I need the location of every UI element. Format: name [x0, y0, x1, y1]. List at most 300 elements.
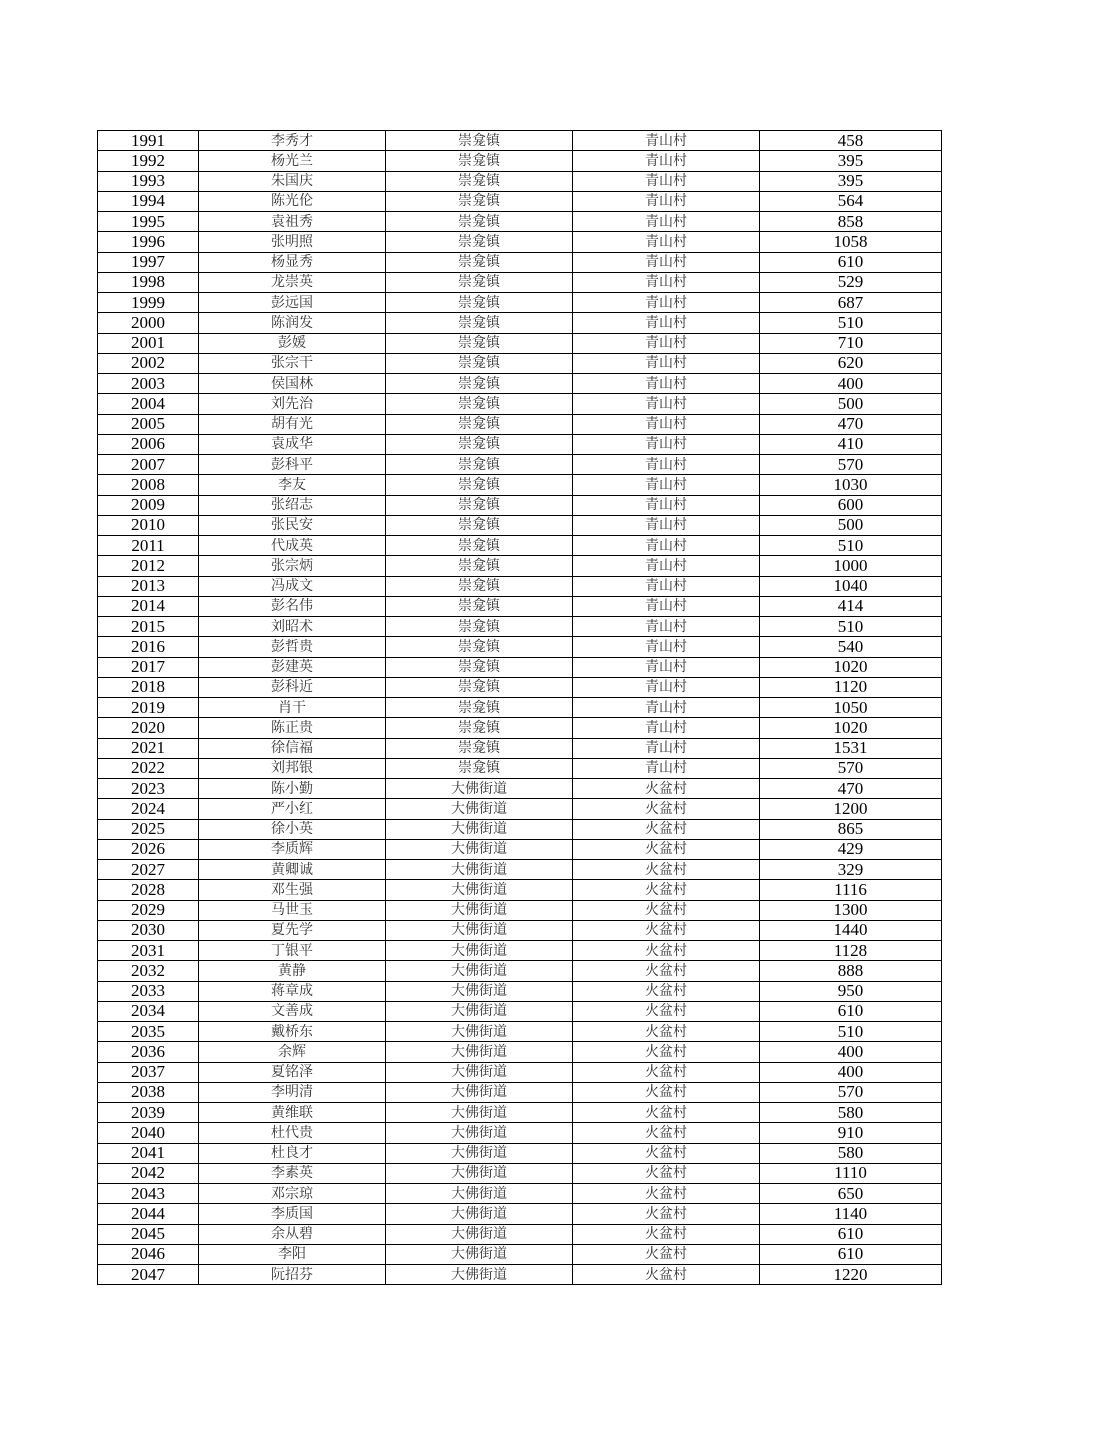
town-cell: 大佛街道	[386, 819, 573, 839]
amount-cell: 470	[760, 414, 942, 434]
town-cell: 崇龛镇	[386, 556, 573, 576]
name-cell: 邓宗琼	[199, 1184, 386, 1204]
town-cell: 大佛街道	[386, 981, 573, 1001]
village-cell: 火盆村	[573, 779, 760, 799]
name-cell: 蒋章成	[199, 981, 386, 1001]
town-cell: 崇龛镇	[386, 353, 573, 373]
name-cell: 丁银平	[199, 941, 386, 961]
amount-cell: 687	[760, 293, 942, 313]
town-cell: 崇龛镇	[386, 293, 573, 313]
village-cell: 火盆村	[573, 1224, 760, 1244]
name-cell: 冯成文	[199, 576, 386, 596]
village-cell: 青山村	[573, 637, 760, 657]
town-cell: 崇龛镇	[386, 637, 573, 657]
amount-cell: 580	[760, 1103, 942, 1123]
table-row	[98, 799, 942, 819]
row-number-cell: 2043	[98, 1184, 199, 1204]
table-row	[98, 434, 942, 454]
village-cell: 火盆村	[573, 1163, 760, 1183]
row-number-cell: 2041	[98, 1143, 199, 1163]
table-row	[98, 981, 942, 1001]
name-cell: 胡有光	[199, 414, 386, 434]
village-cell: 青山村	[573, 293, 760, 313]
row-number-cell: 2039	[98, 1103, 199, 1123]
name-cell: 袁成华	[199, 434, 386, 454]
row-number-cell: 2019	[98, 698, 199, 718]
village-cell: 青山村	[573, 657, 760, 677]
name-cell: 杜良才	[199, 1143, 386, 1163]
name-cell: 彭哲贵	[199, 637, 386, 657]
village-cell: 火盆村	[573, 920, 760, 940]
table-row	[98, 1062, 942, 1082]
town-cell: 大佛街道	[386, 1163, 573, 1183]
row-number-cell: 1998	[98, 272, 199, 292]
name-cell: 李友	[199, 475, 386, 495]
town-cell: 崇龛镇	[386, 617, 573, 637]
village-cell: 火盆村	[573, 1001, 760, 1021]
amount-cell: 395	[760, 151, 942, 171]
row-number-cell: 2005	[98, 414, 199, 434]
amount-cell: 610	[760, 252, 942, 272]
table-row	[98, 191, 942, 211]
town-cell: 大佛街道	[386, 920, 573, 940]
row-number-cell: 1995	[98, 212, 199, 232]
town-cell: 大佛街道	[386, 1123, 573, 1143]
amount-cell: 1058	[760, 232, 942, 252]
row-number-cell: 2013	[98, 576, 199, 596]
village-cell: 青山村	[573, 698, 760, 718]
town-cell: 崇龛镇	[386, 394, 573, 414]
row-number-cell: 2032	[98, 961, 199, 981]
name-cell: 张明照	[199, 232, 386, 252]
name-cell: 肖干	[199, 698, 386, 718]
table-row	[98, 718, 942, 738]
name-cell: 黄卿诚	[199, 860, 386, 880]
amount-cell: 710	[760, 333, 942, 353]
row-number-cell: 1992	[98, 151, 199, 171]
town-cell: 崇龛镇	[386, 738, 573, 758]
row-number-cell: 2023	[98, 779, 199, 799]
amount-cell: 620	[760, 353, 942, 373]
table-row	[98, 900, 942, 920]
name-cell: 袁祖秀	[199, 212, 386, 232]
table-row	[98, 374, 942, 394]
village-cell: 火盆村	[573, 880, 760, 900]
name-cell: 朱国庆	[199, 171, 386, 191]
town-cell: 崇龛镇	[386, 131, 573, 151]
amount-cell: 529	[760, 272, 942, 292]
table-row	[98, 941, 942, 961]
town-cell: 崇龛镇	[386, 515, 573, 535]
table-row	[98, 475, 942, 495]
village-cell: 火盆村	[573, 1042, 760, 1062]
row-number-cell: 2002	[98, 353, 199, 373]
name-cell: 杨光兰	[199, 151, 386, 171]
name-cell: 彭媛	[199, 333, 386, 353]
table-row	[98, 171, 942, 191]
name-cell: 代成英	[199, 536, 386, 556]
row-number-cell: 2026	[98, 839, 199, 859]
table-row	[98, 758, 942, 778]
table-row	[98, 515, 942, 535]
amount-cell: 1116	[760, 880, 942, 900]
village-cell: 火盆村	[573, 1265, 760, 1285]
row-number-cell: 2014	[98, 596, 199, 616]
table-row	[98, 617, 942, 637]
table-row	[98, 212, 942, 232]
town-cell: 大佛街道	[386, 1082, 573, 1102]
village-cell: 火盆村	[573, 1143, 760, 1163]
name-cell: 李秀才	[199, 131, 386, 151]
town-cell: 崇龛镇	[386, 414, 573, 434]
name-cell: 刘邦银	[199, 758, 386, 778]
name-cell: 阮招芬	[199, 1265, 386, 1285]
amount-cell: 1050	[760, 698, 942, 718]
name-cell: 陈正贵	[199, 718, 386, 738]
table-row	[98, 1204, 942, 1224]
table-row	[98, 698, 942, 718]
town-cell: 大佛街道	[386, 1022, 573, 1042]
town-cell: 崇龛镇	[386, 191, 573, 211]
row-number-cell: 2009	[98, 495, 199, 515]
amount-cell: 400	[760, 374, 942, 394]
name-cell: 夏先学	[199, 920, 386, 940]
name-cell: 张民安	[199, 515, 386, 535]
row-number-cell: 2047	[98, 1265, 199, 1285]
town-cell: 大佛街道	[386, 941, 573, 961]
table-row	[98, 151, 942, 171]
town-cell: 崇龛镇	[386, 758, 573, 778]
name-cell: 陈润发	[199, 313, 386, 333]
village-cell: 青山村	[573, 313, 760, 333]
table-row	[98, 860, 942, 880]
name-cell: 余从碧	[199, 1224, 386, 1244]
table-row	[98, 1265, 942, 1285]
name-cell: 杜代贵	[199, 1123, 386, 1143]
town-cell: 崇龛镇	[386, 434, 573, 454]
amount-cell: 510	[760, 536, 942, 556]
table-row	[98, 1184, 942, 1204]
village-cell: 青山村	[573, 434, 760, 454]
town-cell: 崇龛镇	[386, 151, 573, 171]
town-cell: 大佛街道	[386, 900, 573, 920]
village-cell: 火盆村	[573, 1244, 760, 1264]
name-cell: 戴桥东	[199, 1022, 386, 1042]
town-cell: 崇龛镇	[386, 272, 573, 292]
town-cell: 崇龛镇	[386, 252, 573, 272]
village-cell: 火盆村	[573, 1082, 760, 1102]
row-number-cell: 2022	[98, 758, 199, 778]
table-row	[98, 495, 942, 515]
name-cell: 杨显秀	[199, 252, 386, 272]
town-cell: 大佛街道	[386, 1143, 573, 1163]
table-row	[98, 779, 942, 799]
name-cell: 邓生强	[199, 880, 386, 900]
town-cell: 大佛街道	[386, 880, 573, 900]
town-cell: 大佛街道	[386, 1001, 573, 1021]
row-number-cell: 2045	[98, 1224, 199, 1244]
town-cell: 崇龛镇	[386, 232, 573, 252]
row-number-cell: 2001	[98, 333, 199, 353]
amount-cell: 950	[760, 981, 942, 1001]
table-row	[98, 414, 942, 434]
town-cell: 崇龛镇	[386, 576, 573, 596]
name-cell: 黄维联	[199, 1103, 386, 1123]
name-cell: 徐小英	[199, 819, 386, 839]
table-row	[98, 1143, 942, 1163]
row-number-cell: 2011	[98, 536, 199, 556]
name-cell: 文善成	[199, 1001, 386, 1021]
row-number-cell: 2035	[98, 1022, 199, 1042]
town-cell: 大佛街道	[386, 799, 573, 819]
village-cell: 青山村	[573, 475, 760, 495]
row-number-cell: 2008	[98, 475, 199, 495]
name-cell: 张宗炳	[199, 556, 386, 576]
row-number-cell: 1997	[98, 252, 199, 272]
amount-cell: 1531	[760, 738, 942, 758]
amount-cell: 470	[760, 779, 942, 799]
amount-cell: 510	[760, 1022, 942, 1042]
amount-cell: 1030	[760, 475, 942, 495]
village-cell: 青山村	[573, 191, 760, 211]
amount-cell: 650	[760, 1184, 942, 1204]
village-cell: 青山村	[573, 536, 760, 556]
town-cell: 大佛街道	[386, 1204, 573, 1224]
amount-cell: 1020	[760, 718, 942, 738]
row-number-cell: 2016	[98, 637, 199, 657]
table-row	[98, 353, 942, 373]
name-cell: 彭名伟	[199, 596, 386, 616]
amount-cell: 600	[760, 495, 942, 515]
table-row	[98, 657, 942, 677]
name-cell: 彭科近	[199, 677, 386, 697]
table-row	[98, 839, 942, 859]
row-number-cell: 2007	[98, 455, 199, 475]
amount-cell: 500	[760, 515, 942, 535]
amount-cell: 910	[760, 1123, 942, 1143]
name-cell: 严小红	[199, 799, 386, 819]
town-cell: 大佛街道	[386, 1224, 573, 1244]
amount-cell: 570	[760, 1082, 942, 1102]
village-cell: 青山村	[573, 617, 760, 637]
name-cell: 龙崇英	[199, 272, 386, 292]
row-number-cell: 2006	[98, 434, 199, 454]
row-number-cell: 2034	[98, 1001, 199, 1021]
amount-cell: 1020	[760, 657, 942, 677]
table-row	[98, 1042, 942, 1062]
table-row	[98, 596, 942, 616]
row-number-cell: 2025	[98, 819, 199, 839]
village-cell: 火盆村	[573, 981, 760, 1001]
town-cell: 大佛街道	[386, 1244, 573, 1264]
amount-cell: 888	[760, 961, 942, 981]
row-number-cell: 2012	[98, 556, 199, 576]
village-cell: 青山村	[573, 394, 760, 414]
amount-cell: 400	[760, 1062, 942, 1082]
amount-cell: 865	[760, 819, 942, 839]
table-row	[98, 819, 942, 839]
table-row	[98, 232, 942, 252]
town-cell: 崇龛镇	[386, 536, 573, 556]
name-cell: 李阳	[199, 1244, 386, 1264]
row-number-cell: 1996	[98, 232, 199, 252]
village-cell: 火盆村	[573, 941, 760, 961]
village-cell: 火盆村	[573, 799, 760, 819]
records-table	[97, 130, 942, 1285]
village-cell: 火盆村	[573, 1022, 760, 1042]
row-number-cell: 2015	[98, 617, 199, 637]
village-cell: 青山村	[573, 677, 760, 697]
amount-cell: 1220	[760, 1265, 942, 1285]
amount-cell: 500	[760, 394, 942, 414]
town-cell: 大佛街道	[386, 1042, 573, 1062]
row-number-cell: 2033	[98, 981, 199, 1001]
name-cell: 夏铭泽	[199, 1062, 386, 1082]
row-number-cell: 1993	[98, 171, 199, 191]
village-cell: 青山村	[573, 758, 760, 778]
village-cell: 火盆村	[573, 1204, 760, 1224]
amount-cell: 570	[760, 455, 942, 475]
table-row	[98, 576, 942, 596]
table-row	[98, 1244, 942, 1264]
village-cell: 青山村	[573, 556, 760, 576]
village-cell: 青山村	[573, 131, 760, 151]
table-row	[98, 536, 942, 556]
village-cell: 青山村	[573, 576, 760, 596]
amount-cell: 1440	[760, 920, 942, 940]
town-cell: 崇龛镇	[386, 718, 573, 738]
town-cell: 崇龛镇	[386, 657, 573, 677]
table-row	[98, 677, 942, 697]
row-number-cell: 2017	[98, 657, 199, 677]
row-number-cell: 2038	[98, 1082, 199, 1102]
amount-cell: 858	[760, 212, 942, 232]
name-cell: 余辉	[199, 1042, 386, 1062]
row-number-cell: 2003	[98, 374, 199, 394]
amount-cell: 1128	[760, 941, 942, 961]
village-cell: 青山村	[573, 374, 760, 394]
amount-cell: 400	[760, 1042, 942, 1062]
name-cell: 张宗干	[199, 353, 386, 373]
town-cell: 大佛街道	[386, 1184, 573, 1204]
amount-cell: 610	[760, 1001, 942, 1021]
row-number-cell: 2024	[98, 799, 199, 819]
village-cell: 火盆村	[573, 819, 760, 839]
row-number-cell: 2028	[98, 880, 199, 900]
village-cell: 青山村	[573, 718, 760, 738]
row-number-cell: 2046	[98, 1244, 199, 1264]
village-cell: 火盆村	[573, 1123, 760, 1143]
town-cell: 大佛街道	[386, 961, 573, 981]
amount-cell: 510	[760, 617, 942, 637]
village-cell: 火盆村	[573, 961, 760, 981]
amount-cell: 1000	[760, 556, 942, 576]
amount-cell: 395	[760, 171, 942, 191]
table-row	[98, 920, 942, 940]
name-cell: 彭科平	[199, 455, 386, 475]
row-number-cell: 2044	[98, 1204, 199, 1224]
town-cell: 崇龛镇	[386, 495, 573, 515]
table-row	[98, 252, 942, 272]
village-cell: 青山村	[573, 151, 760, 171]
name-cell: 李质国	[199, 1204, 386, 1224]
village-cell: 青山村	[573, 414, 760, 434]
amount-cell: 1120	[760, 677, 942, 697]
town-cell: 大佛街道	[386, 1062, 573, 1082]
row-number-cell: 2040	[98, 1123, 199, 1143]
name-cell: 侯国林	[199, 374, 386, 394]
row-number-cell: 2010	[98, 515, 199, 535]
row-number-cell: 2020	[98, 718, 199, 738]
name-cell: 陈光伦	[199, 191, 386, 211]
table-row	[98, 394, 942, 414]
row-number-cell: 2029	[98, 900, 199, 920]
row-number-cell: 1994	[98, 191, 199, 211]
village-cell: 青山村	[573, 495, 760, 515]
village-cell: 青山村	[573, 515, 760, 535]
amount-cell: 429	[760, 839, 942, 859]
name-cell: 陈小勤	[199, 779, 386, 799]
village-cell: 青山村	[573, 455, 760, 475]
amount-cell: 610	[760, 1224, 942, 1244]
table-row	[98, 1224, 942, 1244]
name-cell: 李明清	[199, 1082, 386, 1102]
name-cell: 张绍志	[199, 495, 386, 515]
table-row	[98, 1163, 942, 1183]
town-cell: 崇龛镇	[386, 475, 573, 495]
town-cell: 大佛街道	[386, 860, 573, 880]
row-number-cell: 2031	[98, 941, 199, 961]
town-cell: 崇龛镇	[386, 333, 573, 353]
row-number-cell: 1991	[98, 131, 199, 151]
name-cell: 刘先治	[199, 394, 386, 414]
village-cell: 青山村	[573, 272, 760, 292]
amount-cell: 1140	[760, 1204, 942, 1224]
name-cell: 李质辉	[199, 839, 386, 859]
amount-cell: 458	[760, 131, 942, 151]
town-cell: 崇龛镇	[386, 313, 573, 333]
village-cell: 火盆村	[573, 1184, 760, 1204]
row-number-cell: 2037	[98, 1062, 199, 1082]
amount-cell: 564	[760, 191, 942, 211]
village-cell: 火盆村	[573, 1103, 760, 1123]
amount-cell: 580	[760, 1143, 942, 1163]
village-cell: 青山村	[573, 252, 760, 272]
name-cell: 徐信福	[199, 738, 386, 758]
row-number-cell: 2030	[98, 920, 199, 940]
row-number-cell: 2004	[98, 394, 199, 414]
town-cell: 崇龛镇	[386, 677, 573, 697]
amount-cell: 1040	[760, 576, 942, 596]
amount-cell: 510	[760, 313, 942, 333]
row-number-cell: 2018	[98, 677, 199, 697]
town-cell: 崇龛镇	[386, 374, 573, 394]
table-row	[98, 272, 942, 292]
table-row	[98, 293, 942, 313]
table-row	[98, 313, 942, 333]
table-row	[98, 961, 942, 981]
name-cell: 李素英	[199, 1163, 386, 1183]
village-cell: 青山村	[573, 171, 760, 191]
village-cell: 火盆村	[573, 839, 760, 859]
village-cell: 火盆村	[573, 1062, 760, 1082]
table-row	[98, 637, 942, 657]
name-cell: 刘昭术	[199, 617, 386, 637]
table-row	[98, 738, 942, 758]
town-cell: 崇龛镇	[386, 212, 573, 232]
table-row	[98, 1123, 942, 1143]
table-row	[98, 1082, 942, 1102]
